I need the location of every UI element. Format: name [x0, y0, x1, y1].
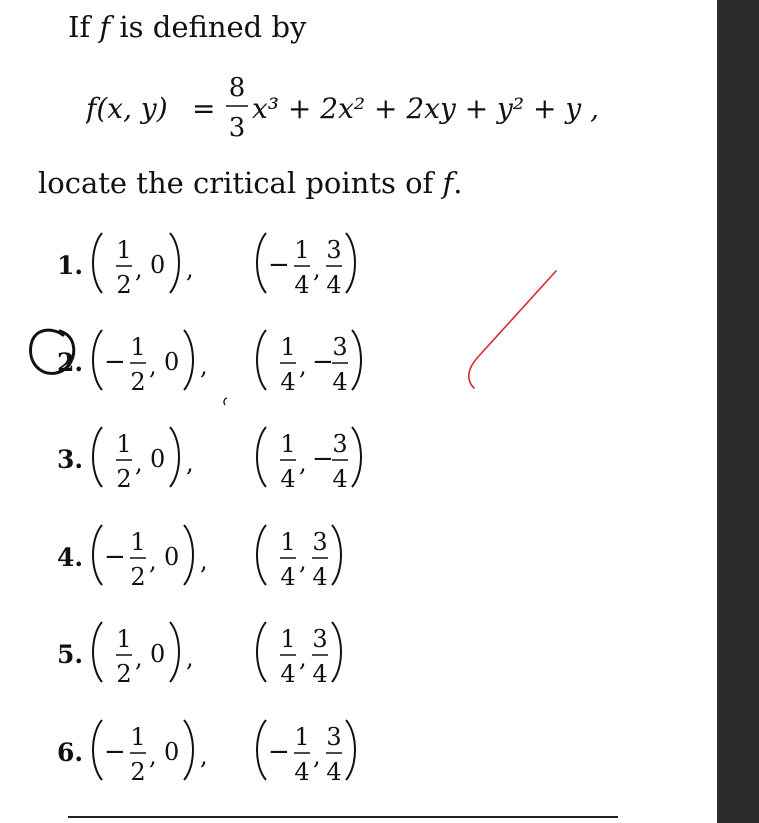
- fraction-denominator: 2: [116, 271, 132, 299]
- close-paren: [184, 720, 193, 780]
- comma: ,: [299, 449, 307, 477]
- open-paren: [93, 233, 102, 293]
- fraction-denominator: 4: [280, 563, 296, 591]
- fraction-numerator: 1: [116, 236, 132, 264]
- close-paren: [170, 233, 179, 293]
- comma: ,: [149, 742, 157, 770]
- fraction-numerator: 1: [280, 333, 296, 361]
- fraction-denominator: 4: [294, 758, 310, 786]
- problem-question: [38, 166, 462, 200]
- comma: ,: [313, 255, 321, 283]
- fraction-denominator: 4: [280, 368, 296, 396]
- y-coordinate: 0: [164, 543, 180, 571]
- formula-rhs: x³ + 2x² + 2xy + y² + y ,: [252, 92, 599, 125]
- fraction-numerator: 1: [280, 625, 296, 653]
- choice-number: 4.: [57, 543, 84, 572]
- fraction-denominator: 2: [130, 563, 146, 591]
- close-paren: [184, 525, 193, 585]
- fraction-denominator: 4: [280, 465, 296, 493]
- choice-points[interactable]: [90, 326, 390, 396]
- choice-points[interactable]: [90, 521, 390, 591]
- choice-points[interactable]: [90, 229, 390, 299]
- locate-var: f: [442, 166, 454, 200]
- locate-end: .: [453, 166, 463, 200]
- open-paren: [93, 720, 102, 780]
- red-check-mark: [469, 271, 556, 388]
- comma: ,: [135, 255, 143, 283]
- comma: ,: [299, 547, 307, 575]
- close-paren: [346, 233, 355, 293]
- comma: ,: [186, 449, 194, 477]
- minus-sign: −: [104, 542, 126, 572]
- function-formula: [86, 70, 646, 140]
- fraction-numerator: 1: [280, 528, 296, 556]
- bottom-divider: [68, 816, 618, 818]
- choice-points[interactable]: [90, 618, 390, 688]
- close-paren: [184, 330, 193, 390]
- locate-text: locate the critical points of: [38, 166, 434, 200]
- minus-sign: −: [312, 347, 334, 377]
- stray-pen-mark: [224, 398, 227, 405]
- dark-side-panel: [717, 0, 759, 823]
- close-paren: [346, 720, 355, 780]
- comma: ,: [299, 644, 307, 672]
- open-paren: [93, 622, 102, 682]
- fraction-denominator: 2: [116, 465, 132, 493]
- open-paren: [257, 330, 266, 390]
- open-paren: [257, 233, 266, 293]
- minus-sign: −: [104, 347, 126, 377]
- fraction-denominator: 2: [130, 758, 146, 786]
- close-paren: [352, 427, 361, 487]
- fraction-denominator: 4: [294, 271, 310, 299]
- fraction-numerator: 3: [312, 528, 328, 556]
- y-coordinate: 0: [164, 348, 180, 376]
- choice-points[interactable]: [90, 423, 390, 493]
- comma: ,: [313, 742, 321, 770]
- fraction-numerator: 3: [332, 430, 348, 458]
- intro-prefix: If: [68, 10, 100, 44]
- choice-number: 2.: [57, 348, 84, 377]
- close-paren: [332, 622, 341, 682]
- open-paren: [257, 525, 266, 585]
- minus-sign: −: [268, 250, 290, 280]
- y-coordinate: 0: [150, 251, 166, 279]
- comma: ,: [135, 644, 143, 672]
- comma: ,: [200, 352, 208, 380]
- fraction-numerator: 1: [116, 625, 132, 653]
- choice-points[interactable]: [90, 716, 390, 786]
- fraction-denominator: 4: [312, 660, 328, 688]
- choice-number: 3.: [57, 445, 84, 474]
- y-coordinate: 0: [150, 445, 166, 473]
- fraction-numerator: 3: [312, 625, 328, 653]
- fraction-numerator: 1: [130, 723, 146, 751]
- choice-number: 6.: [57, 738, 84, 767]
- formula-equals: =: [192, 92, 216, 125]
- fraction-denominator: 2: [116, 660, 132, 688]
- fraction-numerator: 1: [116, 430, 132, 458]
- fraction-denominator: 4: [280, 660, 296, 688]
- open-paren: [93, 525, 102, 585]
- fraction-numerator: 1: [130, 528, 146, 556]
- fraction-numerator: 3: [326, 236, 342, 264]
- y-coordinate: 0: [164, 738, 180, 766]
- comma: ,: [149, 547, 157, 575]
- choice-number: 5.: [57, 640, 84, 669]
- open-paren: [257, 720, 266, 780]
- fraction-numerator: 1: [294, 723, 310, 751]
- fraction-numerator: 1: [280, 430, 296, 458]
- comma: ,: [186, 644, 194, 672]
- minus-sign: −: [104, 737, 126, 767]
- fraction-numerator: 3: [332, 333, 348, 361]
- comma: ,: [186, 255, 194, 283]
- close-paren: [170, 622, 179, 682]
- choice-number: 1.: [57, 251, 84, 280]
- y-coordinate: 0: [150, 640, 166, 668]
- close-paren: [332, 525, 341, 585]
- intro-var: f: [99, 10, 111, 44]
- comma: ,: [149, 352, 157, 380]
- fraction-numerator: 3: [326, 723, 342, 751]
- close-paren: [352, 330, 361, 390]
- comma: ,: [200, 742, 208, 770]
- close-paren: [170, 427, 179, 487]
- fraction-denominator: 4: [326, 758, 342, 786]
- open-paren: [93, 427, 102, 487]
- fraction-denominator: 4: [332, 368, 348, 396]
- open-paren: [93, 330, 102, 390]
- minus-sign: −: [268, 737, 290, 767]
- comma: ,: [135, 449, 143, 477]
- open-paren: [257, 427, 266, 487]
- formula-lhs: f(x, y): [86, 92, 168, 125]
- open-paren: [257, 622, 266, 682]
- fraction-numerator: 1: [130, 333, 146, 361]
- comma: ,: [200, 547, 208, 575]
- minus-sign: −: [312, 444, 334, 474]
- fraction-numerator: 1: [294, 236, 310, 264]
- intro-suffix: is defined by: [110, 10, 307, 44]
- fraction-denominator: 4: [312, 563, 328, 591]
- comma: ,: [299, 352, 307, 380]
- formula-frac-num: 8: [228, 73, 246, 103]
- problem-intro: [68, 10, 306, 44]
- formula-frac-den: 3: [228, 113, 246, 140]
- fraction-denominator: 4: [332, 465, 348, 493]
- fraction-denominator: 2: [130, 368, 146, 396]
- fraction-denominator: 4: [326, 271, 342, 299]
